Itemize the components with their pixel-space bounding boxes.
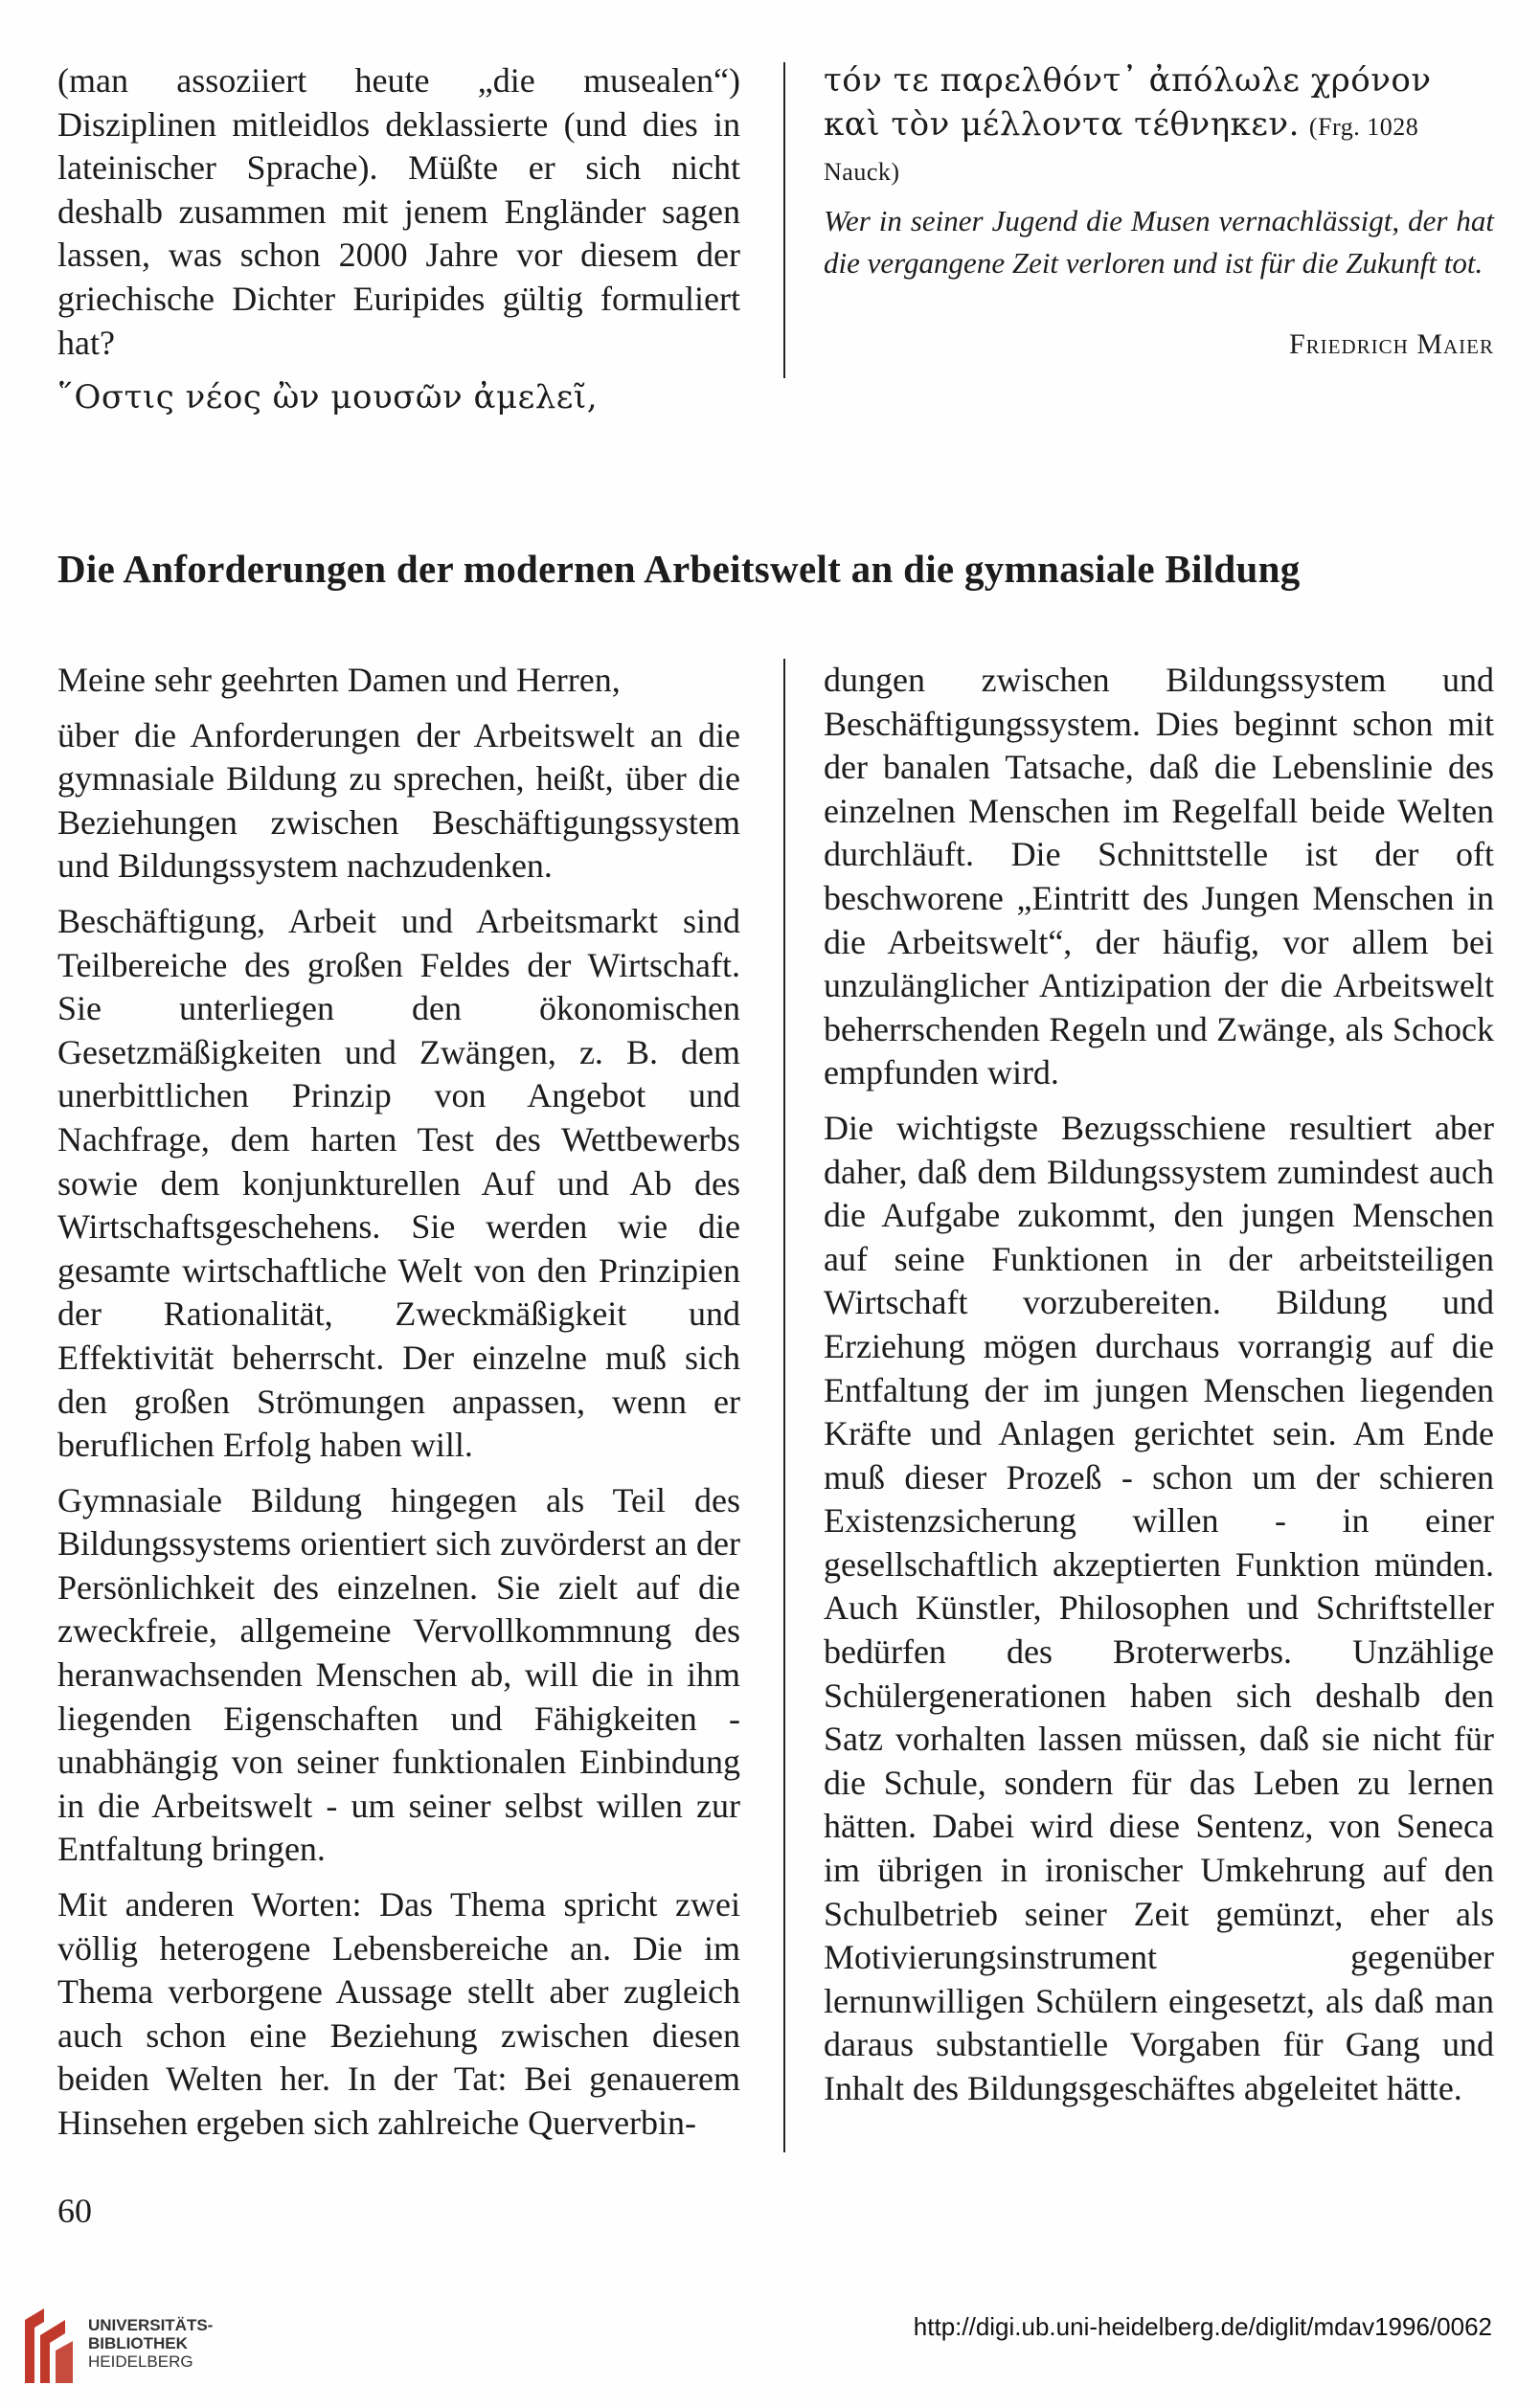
quote-translation: Wer in seiner Jugend die Musen vernachlässigt, der hat die vergangene Zeit verloren und ist für die Zukunft tot.: [824, 203, 1494, 280]
body-paragraph: Meine sehr geehrten Damen und Herren,: [57, 661, 621, 699]
column-divider-bottom: [783, 659, 785, 2152]
quote-source: (Frg. 1028 Nauck): [824, 112, 1419, 187]
footer: [0, 2293, 1540, 2408]
library-name-line-2: BIBLIOTHEK: [88, 2334, 188, 2352]
library-name-line-1: UNIVERSITÄTS-: [88, 2316, 214, 2334]
greek-quote-line-2: τόν τε παρελθόντ᾽ ἀπόλωλε χρόνον: [824, 61, 1432, 100]
body-paragraph: Beschäftigung, Arbeit und Arbeitsmarkt sind Teilbereiche des großen Feldes der Wirtschaft. Sie unterliegen den ökonomischen Gesetzmäßigkeiten und Zwängen, z. B. dem unerbittlichen Prinzip von Angebot und Nachfrage, dem harten Test des Wettbewerbs sowie dem konjunkturellen Auf und Ab des Wirtschaftsgeschehens. Sie werden wie die gesamte wirtschaftliche Welt von den Prinzipien der Rationalität, Zweckmäßigkeit und Effektivität beherrscht. Der einzelne muß sich den großen Strömungen anpassen, wenn er beruflichen Erfolg haben will.: [57, 901, 740, 1465]
left-body-column: [57, 659, 740, 2157]
top-left-column: [57, 59, 740, 432]
author-name: Friedrich Maier: [1288, 327, 1494, 360]
body-paragraph: Gymnasiale Bildung hingegen als Teil des Bildungssystems orientiert sich zuvörderst an der Persönlichkeit des einzelnen. Sie zielt auf die zweckfreie, allgemeine Vervollkommnung des heranwachsenden Menschen ab, will die in ihm liegenden Eigenschaften und Fähigkeiten - unabhängig von seiner funktionalen Einbindung in die Arbeitswelt - um seiner selbst willen zur Entfaltung bringen.: [57, 1480, 740, 1869]
library-logo-icon: [17, 2303, 77, 2389]
column-divider-top: [783, 62, 785, 378]
greek-quote-line-3-text: καὶ τὸν μέλλοντα τέθνηκεν.: [824, 104, 1300, 144]
body-paragraph: dungen zwischen Bildungssystem und Beschäftigungssystem. Dies beginnt schon mit der banalen Tatsache, daß die Lebenslinie des einzelnen Menschen im Regelfall beide Welten durchläuft. Die Schnittstelle ist der oft beschworene „Eintritt des Jungen Menschen in die Arbeitswelt“, der häufig, vor allem bei unzulänglicher Antizipation der die Arbeitswelt beherrschenden Regeln und Zwänge, als Schock empfunden wird.: [824, 661, 1494, 1092]
body-paragraph: Die wichtigste Bezugsschiene resultiert aber daher, daß dem Bildungssystem zumindest auch die Aufgabe zukommt, den jungen Menschen auf seine Funktionen in der arbeitsteiligen Wirtschaft vorzubereiten. Bildung und Erziehung mögen durchaus vorrangig auf die Entfaltung der im jungen Menschen liegenden Kräfte und Anlagen gerichtet sein. Am Ende muß dieser Prozeß - schon um der schieren Existenzsicherung willen - in einer gesellschaftlich akzeptierten Funktion münden. Auch Künstler, Philosophen und Schriftsteller bedürfen des Broterwerbs. Unzählige Schülergenerationen haben sich deshalb den Satz vorhalten lassen müssen, daß sie nicht für die Schule, sondern für das Leben zu lernen hätten. Dabei wird diese Sentenz, von Seneca im übrigen in ironischer Umkehrung auf den Schulbetrieb seiner Zeit gemünzt, eher als Motivierungsinstrument gegenüber lernunwilligen Schülern eingesetzt, als daß man daraus substantielle Vorgaben für Gang und Inhalt des Bildungsgeschäftes abgeleitet hätte.: [824, 1108, 1494, 2107]
section-heading: Die Anforderungen der modernen Arbeitswelt an die gymnasiale Bildung: [57, 547, 1301, 591]
body-paragraph: über die Anforderungen der Arbeitswelt an die gymnasiale Bildung zu sprechen, heißt, über die Beziehungen zwischen Beschäftigungssystem und Bildungssystem nachzudenken.: [57, 715, 740, 886]
greek-quote-block: [824, 59, 1494, 194]
body-paragraph: Mit anderen Worten: Das Thema spricht zwei völlig heterogene Lebensbereiche an. Die im Thema verborgene Aussage stellt aber zugleich auch schon eine Beziehung zwischen diesen beiden Welten her. In der Tat: Bei genauerem Hinsehen ergeben sich zahlreiche Querverbin-: [57, 1885, 740, 2142]
page-number: 60: [57, 2192, 92, 2230]
intro-paragraph: (man assoziiert heute „die musealen“) Disziplinen mitleidlos deklassierte (und dies in lateinischer Sprache). Müßte er sich nicht deshalb zusammen mit jenem Engländer sagen lassen, was schon 2000 Jahre vor diesem der griechische Dichter Euripides gültig formuliert hat?: [57, 61, 740, 362]
greek-quote-line-3: [824, 103, 1494, 194]
right-body-column: [824, 659, 1494, 2123]
library-name-line-3: HEIDELBERG: [88, 2352, 193, 2371]
top-right-column: [824, 59, 1494, 366]
library-name: [88, 2316, 213, 2371]
source-url-link[interactable]: http://digi.ub.uni-heidelberg.de/diglit/mdav1996/0062: [913, 2312, 1492, 2341]
greek-quote-line-1: ῞Οστις νέος ὢν μουσῶν ἀμελεῖ,: [57, 378, 598, 417]
